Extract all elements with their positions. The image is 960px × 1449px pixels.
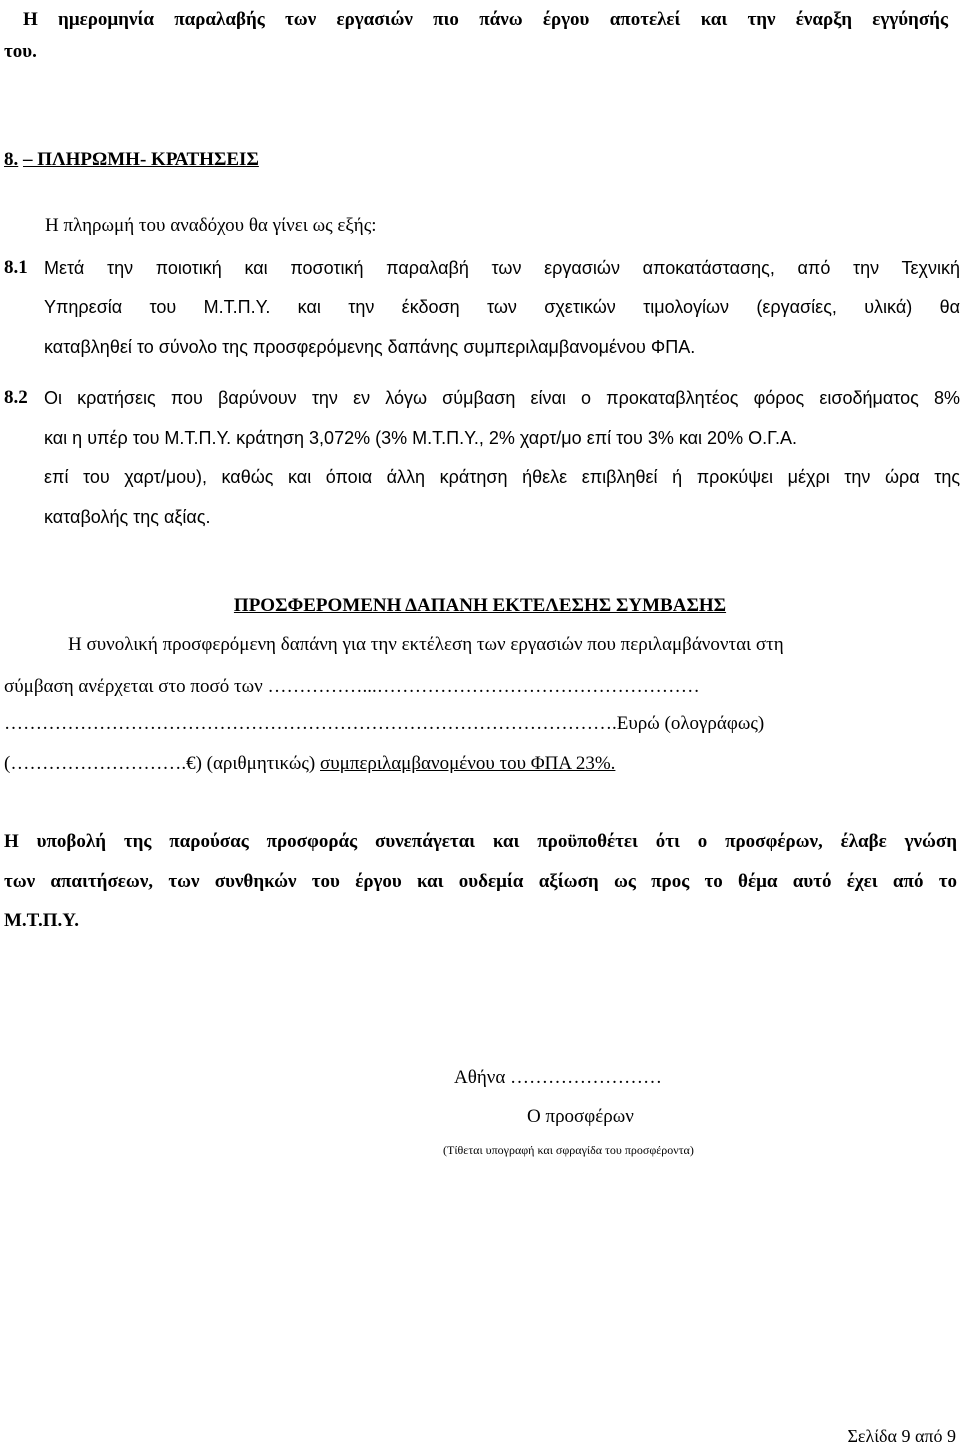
- offer-line-4: [4, 752, 615, 776]
- section-8-1-line-2: Υπηρεσία του Μ.Τ.Π.Υ. και την έκδοση των σχετικών τιμολογίων (εργασίες, υλικά) θα: [44, 297, 960, 317]
- offer-line-3: …………………………………………………………………………………….Ευρώ (ολογράφως): [4, 713, 765, 734]
- intro-line-2: του.: [4, 41, 37, 62]
- offer-vat-note: συμπεριλαμβανομένου του ΦΠΑ 23%.: [320, 753, 616, 774]
- statement-line-3: Μ.Τ.Π.Υ.: [4, 910, 79, 931]
- offer-line-1: Η συνολική προσφερόμενη δαπάνη για την εκτέλεση των εργασιών που περιλαμβάνονται στη: [68, 634, 784, 655]
- section-8-2-line-3: επί του χαρτ/μου), καθώς και όποια άλλη κράτηση ήθελε επιβληθεί ή προκύψει μέχρι την ώρα της: [44, 467, 960, 487]
- signature-note: (Τίθεται υπογραφή και σφραγίδα του προσφέροντα): [443, 1143, 694, 1157]
- statement-line-1: Η υποβολή της παρούσας προσφοράς συνεπάγεται και προϋποθέτει ότι ο προσφέρων, έλαβε γνώση: [4, 831, 957, 852]
- section-8-heading: [4, 148, 259, 172]
- signature-place: Αθήνα ……………………: [454, 1067, 663, 1088]
- statement-line-2: των απαιτήσεων, των συνθηκών του έργου και ουδεμία αξίωση ως προς το θέμα αυτό έχει από το: [4, 871, 957, 892]
- section-8-2-line-2: και η υπέρ του Μ.Τ.Π.Υ. κράτηση 3,072% (3% Μ.Τ.Π.Υ., 2% χαρτ/μο επί του 3% και 20% Ο.Γ.Α.: [44, 428, 798, 448]
- section-8-1-line-3: καταβληθεί το σύνολο της προσφερόμενης δαπάνης συμπεριλαμβανομένου ΦΠΑ.: [44, 337, 696, 357]
- offer-line-2: σύμβαση ανέρχεται στο ποσό των ……………...……………………………………………: [4, 676, 700, 697]
- section-8-2-line-4: καταβολής της αξίας.: [44, 507, 211, 527]
- intro-line-1: Η ημερομηνία παραλαβής των εργασιών πιο πάνω έργου αποτελεί και την έναρξη εγγύησής: [23, 9, 948, 30]
- offer-heading: ΠΡΟΣΦΕΡΟΜΕΝΗ ΔΑΠΑΝΗ ΕΚΤΕΛΕΣΗΣ ΣΥΜΒΑΣΗΣ: [233, 595, 727, 616]
- section-8-number: 8.: [4, 149, 19, 170]
- page-number: Σελίδα 9 από 9: [847, 1426, 956, 1446]
- section-8-1-line-1: Μετά την ποιοτική και ποσοτική παραλαβή των εργασιών αποκατάστασης, από την Τεχνική: [44, 258, 960, 278]
- offer-amount-numeric: (……………………….€) (αριθμητικώς): [4, 753, 321, 774]
- section-8-1-number: 8.1: [4, 257, 28, 278]
- section-8-2-line-1: Οι κρατήσεις που βαρύνουν την εν λόγω σύμβαση είναι ο προκαταβλητέος φόρος εισοδήματος 8%: [44, 388, 960, 408]
- section-8-lead: Η πληρωμή του αναδόχου θα γίνει ως εξής:: [45, 215, 377, 236]
- section-8-2-number: 8.2: [4, 387, 28, 408]
- section-8-title: – ΠΛΗΡΩΜΗ- ΚΡΑΤΗΣΕΙΣ: [23, 149, 259, 170]
- signature-role: Ο προσφέρων: [527, 1106, 634, 1127]
